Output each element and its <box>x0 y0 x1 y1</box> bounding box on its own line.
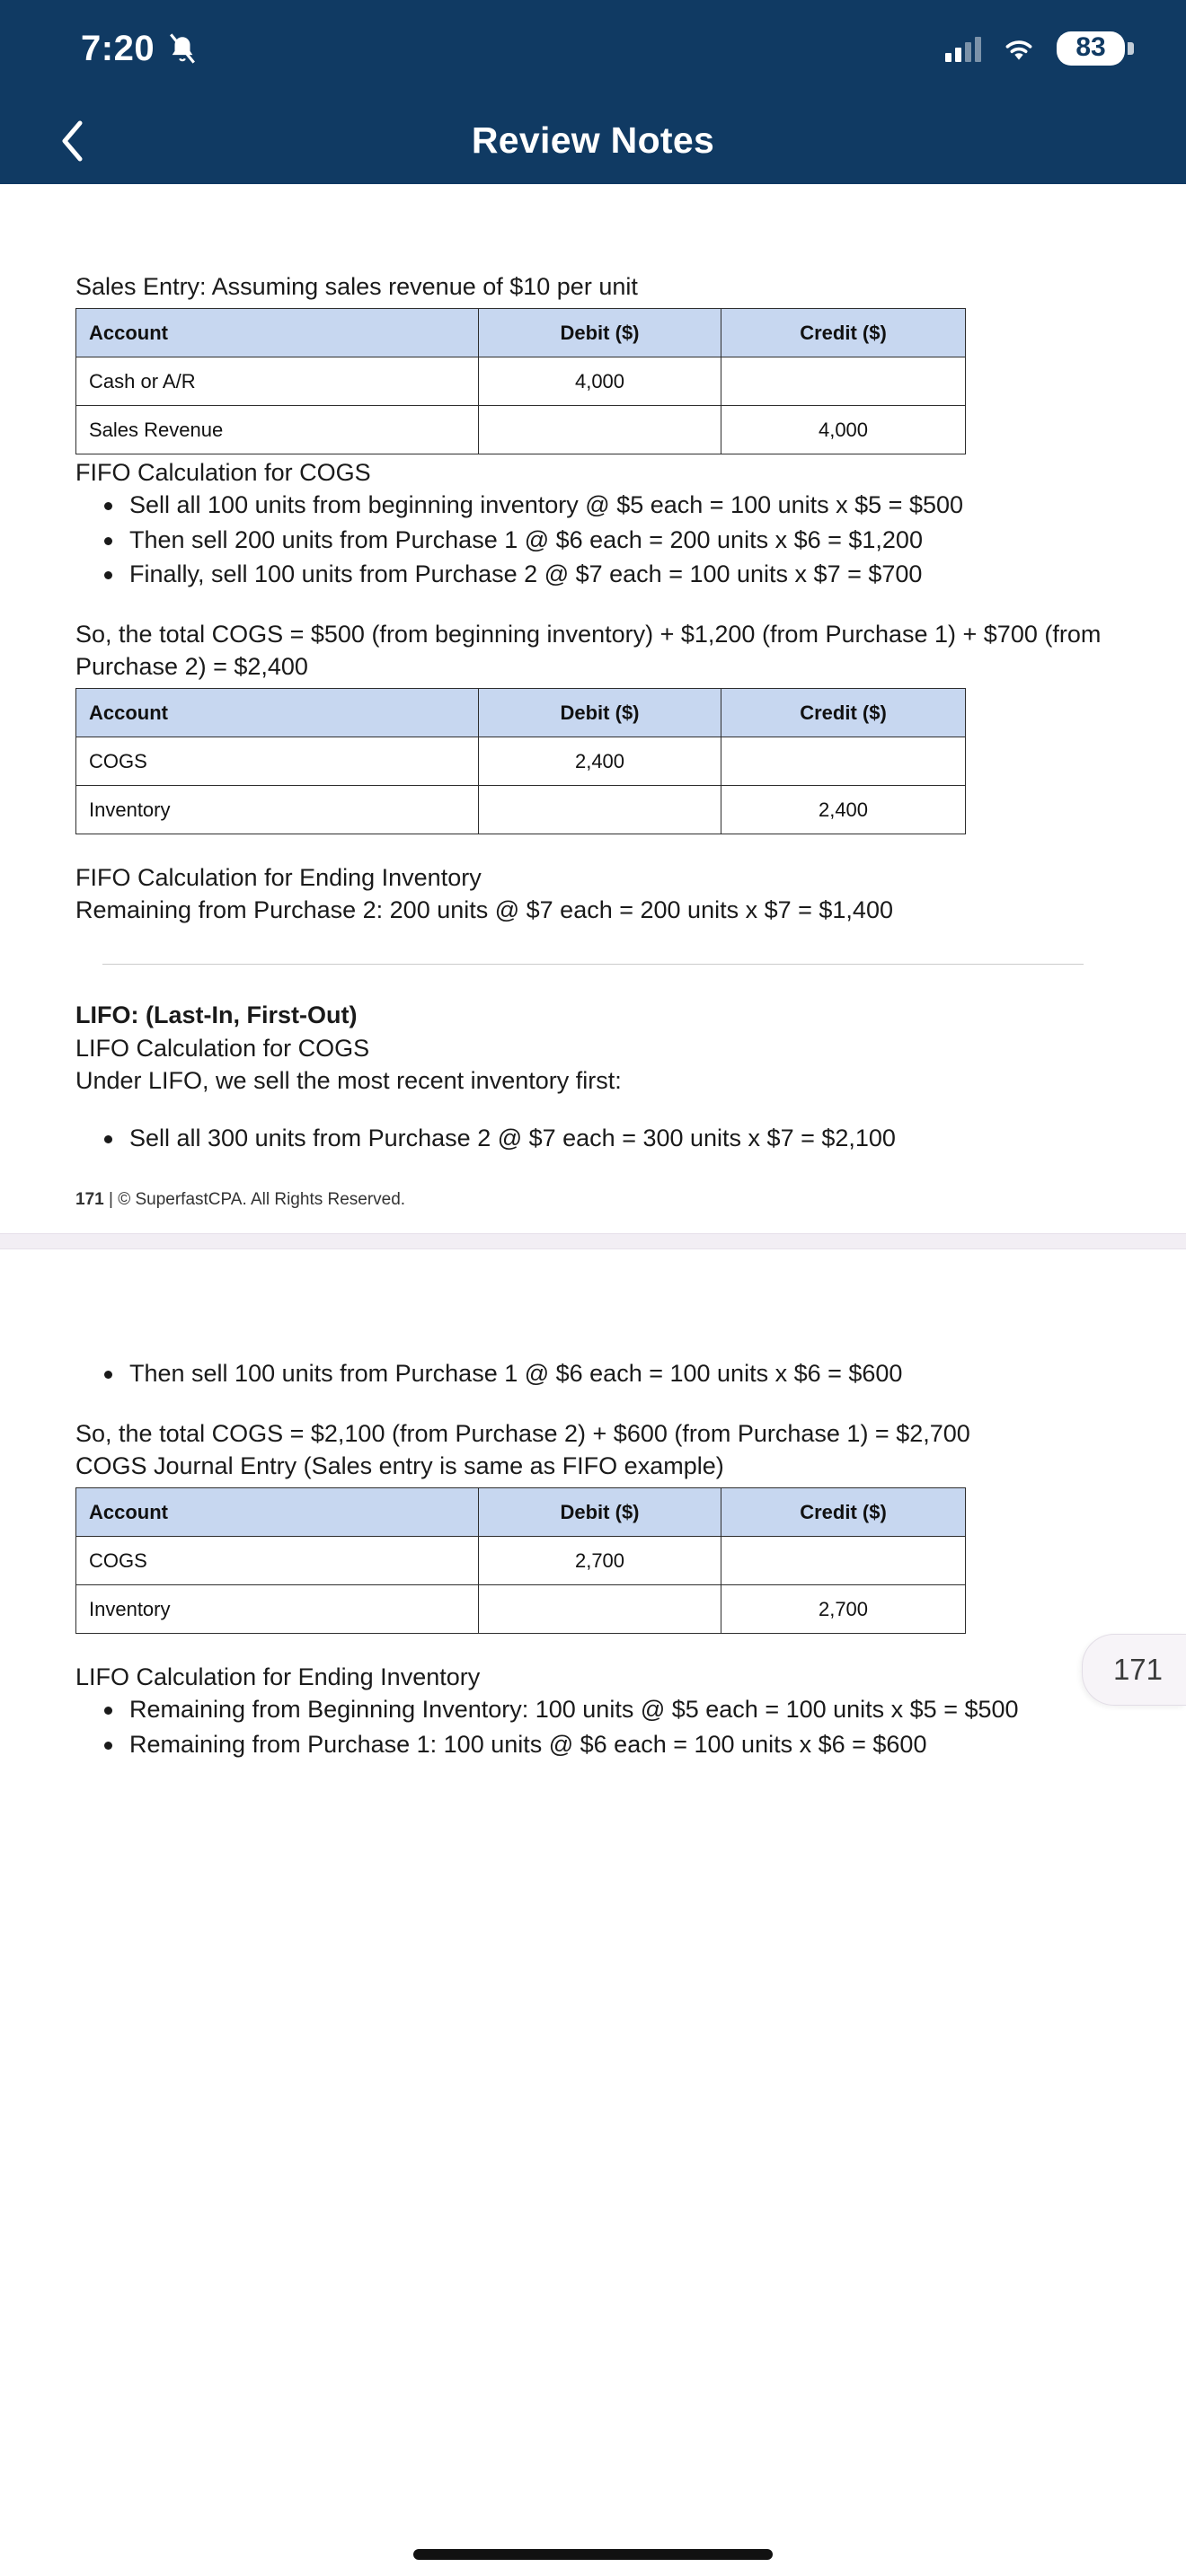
fifo-total-cogs-text: So, the total COGS = $500 (from beginning inventory) + $1,200 (from Purchase 1) + $700 (from Purchase 2) = $2,400 <box>75 620 1102 680</box>
chevron-left-icon <box>60 120 84 162</box>
lifo-total-cogs-text: So, the total COGS = $2,100 (from Purchase 2) + $600 (from Purchase 1) = $2,700 <box>75 1419 970 1447</box>
column-header-credit: Credit ($) <box>721 689 966 737</box>
lifo-intro-text: Under LIFO, we sell the most recent inventory first: <box>75 1066 622 1094</box>
page-footer <box>75 1190 1111 1210</box>
cell-debit <box>479 786 721 834</box>
table-row <box>76 1585 966 1634</box>
document-page-171 <box>0 184 1186 1233</box>
fifo-cogs-bullet-list <box>75 489 1111 590</box>
cell-debit: 4,000 <box>479 357 721 406</box>
column-header-debit: Debit ($) <box>479 1488 721 1537</box>
column-header-debit: Debit ($) <box>479 689 721 737</box>
status-time: 7:20 <box>81 28 155 68</box>
lifo-cogs-journal-table <box>75 1487 966 1634</box>
list-item: Then sell 200 units from Purchase 1 @ $6 each = 200 units x $6 = $1,200 <box>129 524 1111 556</box>
cell-account: COGS <box>76 737 479 786</box>
cell-account: COGS <box>76 1537 479 1585</box>
cell-account: Inventory <box>76 786 479 834</box>
table-row <box>76 786 966 834</box>
cell-account: Inventory <box>76 1585 479 1634</box>
table-row <box>76 1537 966 1585</box>
table-header-row <box>76 309 966 357</box>
column-header-account: Account <box>76 1488 479 1537</box>
table-row <box>76 737 966 786</box>
column-header-account: Account <box>76 689 479 737</box>
status-bar-left <box>81 29 198 69</box>
column-header-debit: Debit ($) <box>479 309 721 357</box>
notes-document[interactable] <box>0 184 1186 1760</box>
cell-credit: 4,000 <box>721 406 966 454</box>
sales-entry-table <box>75 308 966 454</box>
table-row <box>76 357 966 406</box>
fifo-ending-inventory-heading: FIFO Calculation for Ending Inventory <box>75 864 482 891</box>
cell-account: Sales Revenue <box>76 406 479 454</box>
lifo-cogs-bullet-list-continued <box>75 1357 1111 1389</box>
column-header-account: Account <box>76 309 479 357</box>
cell-account: Cash or A/R <box>76 357 479 406</box>
cell-credit <box>721 357 966 406</box>
footer-copyright: | © SuperfastCPA. All Rights Reserved. <box>108 1190 406 1210</box>
lifo-heading: LIFO: (Last-In, First-Out) <box>75 1001 358 1029</box>
app-header <box>0 97 1186 184</box>
bell-slash-icon <box>167 31 198 66</box>
list-item: Sell all 300 units from Purchase 2 @ $7 each = 300 units x $7 = $2,100 <box>129 1122 1111 1154</box>
page-title: Review Notes <box>471 119 715 161</box>
cell-credit <box>721 737 966 786</box>
list-item: Remaining from Beginning Inventory: 100 units @ $5 each = 100 units x $5 = $500 <box>129 1693 1111 1725</box>
column-header-credit: Credit ($) <box>721 1488 966 1537</box>
list-item: Remaining from Purchase 1: 100 units @ $6 each = 100 units x $6 = $600 <box>129 1728 1111 1760</box>
page-break <box>0 1233 1186 1249</box>
lifo-ending-inventory-heading: LIFO Calculation for Ending Inventory <box>75 1663 481 1691</box>
back-button[interactable] <box>45 114 99 168</box>
sales-entry-heading: Sales Entry: Assuming sales revenue of $10 per unit <box>75 273 638 300</box>
table-header-row <box>76 1488 966 1537</box>
fifo-cogs-heading: FIFO Calculation for COGS <box>75 459 371 487</box>
cell-debit <box>479 406 721 454</box>
home-indicator[interactable] <box>413 2549 773 2560</box>
battery-level: 83 <box>1057 31 1125 66</box>
lifo-journal-entry-heading: COGS Journal Entry (Sales entry is same as FIFO example) <box>75 1451 724 1479</box>
lifo-cogs-heading: LIFO Calculation for COGS <box>75 1034 370 1062</box>
status-bar <box>0 0 1186 97</box>
cell-credit: 2,400 <box>721 786 966 834</box>
battery-indicator <box>1057 31 1134 66</box>
list-item: Then sell 100 units from Purchase 1 @ $6 each = 100 units x $6 = $600 <box>129 1357 1111 1389</box>
cell-debit: 2,400 <box>479 737 721 786</box>
lifo-cogs-bullet-list <box>75 1122 1111 1154</box>
battery-cap <box>1128 42 1134 55</box>
fifo-cogs-journal-table <box>75 688 966 834</box>
table-row <box>76 406 966 454</box>
list-item: Sell all 100 units from beginning inventory @ $5 each = 100 units x $5 = $500 <box>129 489 1111 521</box>
table-header-row <box>76 689 966 737</box>
footer-page-number: 171 <box>75 1190 104 1210</box>
list-item: Finally, sell 100 units from Purchase 2 @ $7 each = 100 units x $7 = $700 <box>129 558 1111 590</box>
cell-debit <box>479 1585 721 1634</box>
cellular-signal-icon <box>945 35 981 62</box>
status-bar-right <box>945 31 1134 66</box>
cell-credit: 2,700 <box>721 1585 966 1634</box>
cell-debit: 2,700 <box>479 1537 721 1585</box>
wifi-icon <box>1001 35 1037 62</box>
cell-credit <box>721 1537 966 1585</box>
document-page-172 <box>0 1249 1186 1760</box>
page-indicator-badge: 171 <box>1082 1634 1186 1706</box>
fifo-ending-inventory-text: Remaining from Purchase 2: 200 units @ $7 each = 200 units x $7 = $1,400 <box>75 896 893 924</box>
lifo-ending-inventory-bullet-list <box>75 1693 1111 1760</box>
column-header-credit: Credit ($) <box>721 309 966 357</box>
section-divider <box>102 964 1084 965</box>
